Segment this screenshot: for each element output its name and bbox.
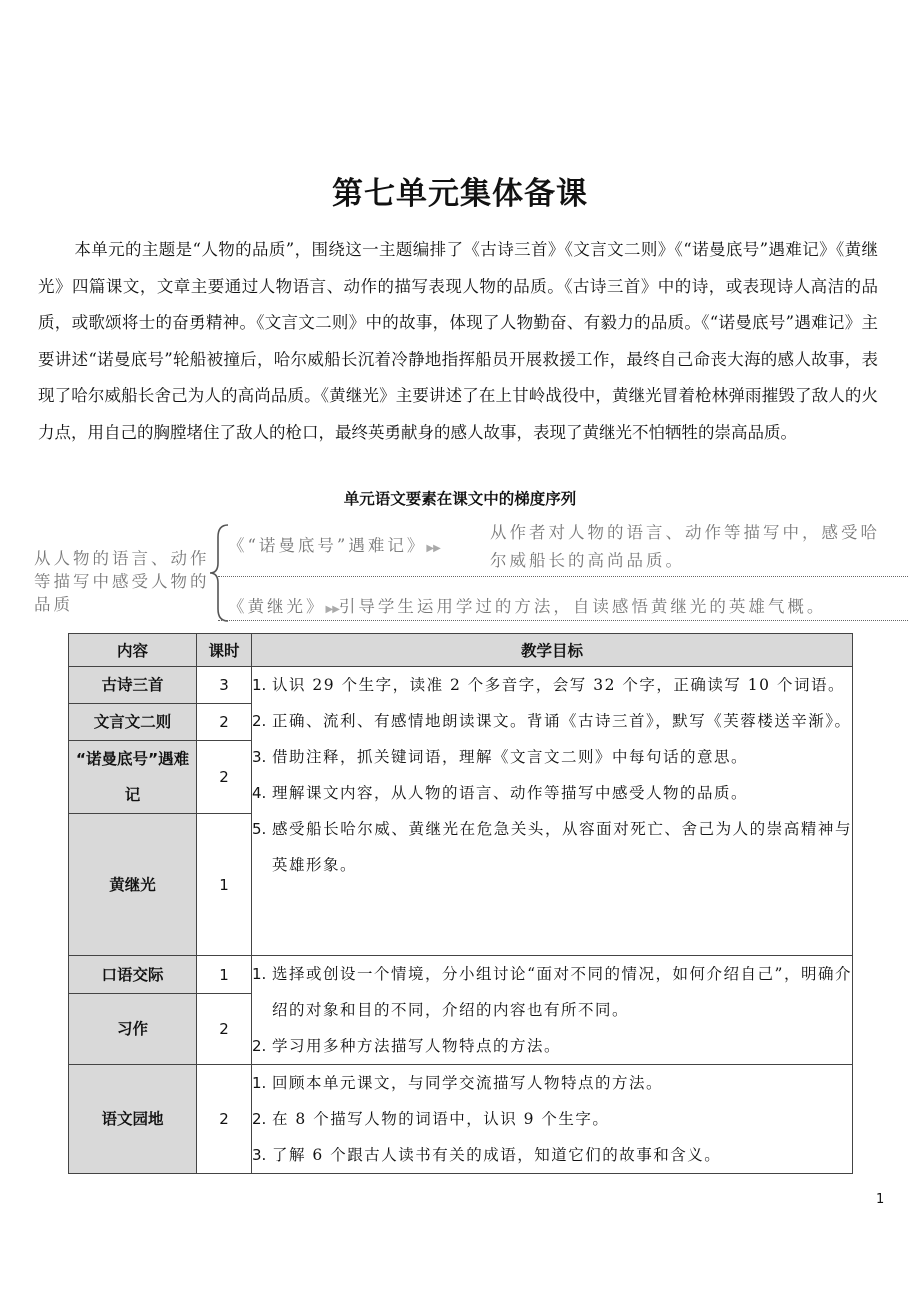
goal-item: 3. 了解 6 个跟古人读书有关的成语，知道它们的故事和含义。	[252, 1146, 722, 1164]
dotted-divider	[218, 620, 908, 621]
goals-cell	[252, 667, 853, 956]
diagram-root: 从人物的语言、动作等描写中感受人物的品质	[34, 549, 210, 614]
dotted-divider	[218, 576, 908, 577]
table-header-row	[69, 634, 853, 667]
page-number: 1	[876, 1192, 885, 1207]
diagram-branch-1	[228, 532, 440, 556]
goal-item: 1. 选择或创设一个情境，分小组讨论“面对不同的情况，如何介绍自己”，明确介绍的对象和目的不同，介绍的内容也有所不同。	[252, 965, 852, 1019]
hours-cell: 1	[197, 814, 252, 956]
page-title: 第七单元集体备课	[332, 176, 588, 212]
hours-cell: 1	[197, 956, 252, 994]
diagram-branch-1-lesson: 《“诺曼底号”遇难记》	[228, 536, 427, 555]
content-cell: 习作	[69, 994, 197, 1065]
table-header: 内容	[69, 634, 197, 667]
goal-item: 1. 回顾本单元课文，与同学交流描写人物特点的方法。	[252, 1074, 664, 1092]
hours-cell: 2	[197, 994, 252, 1065]
content-cell: 古诗三首	[69, 667, 197, 704]
table-row	[69, 956, 853, 994]
goals-cell	[252, 956, 853, 1065]
goal-item: 2. 正确、流利、有感情地朗读课文。背诵《古诗三首》，默写《芙蓉楼送辛渐》。	[252, 712, 852, 730]
goal-item: 5. 感受船长哈尔威、黄继光在危急关头，从容面对死亡、舍己为人的崇高精神与英雄形象。	[252, 820, 852, 874]
table-row	[69, 1065, 853, 1174]
goals-cell	[252, 1065, 853, 1174]
table-row	[69, 667, 853, 704]
content-cell: 口语交际	[69, 956, 197, 994]
lesson-plan-table	[68, 633, 853, 1174]
content-cell: “诺曼底号”遇难记	[69, 741, 197, 814]
table-header: 教学目标	[252, 634, 853, 667]
table-header: 课时	[197, 634, 252, 667]
hours-cell: 2	[197, 704, 252, 741]
content-cell: 黄继光	[69, 814, 197, 956]
intro-paragraph	[38, 232, 878, 452]
diagram-branch-2-lesson: 《黄继光》	[228, 597, 326, 616]
content-cell: 语文园地	[69, 1065, 197, 1174]
content-cell: 文言文二则	[69, 704, 197, 741]
intro-text: 本单元的主题是“人物的品质”，围绕这一主题编排了《古诗三首》《文言文二则》《“诺曼底号”遇难记》《黄继光》四篇课文，文章主要通过人物语言、动作的描写表现人物的品质。《古诗三首》中的诗，或表现诗人高洁的品质，或歌颂将士的奋勇精神。《文言文二则》中的故事，体现了人物勤奋、有毅力的品质。《“诺曼底号”遇难记》主要讲述“诺曼底号”轮船被撞后，哈尔威船长沉着冷静地指挥船员开展救援工作，最终自己命丧大海的感人故事，表现了哈尔威船长舍己为人的高尚品质。《黄继光》主要讲述了在上甘岭战役中，黄继光冒着枪林弹雨摧毁了敌人的火力点，用自己的胸膛堵住了敌人的枪口，最终英勇献身的感人故事，表现了黄继光不怕牺牲的崇高品质。	[38, 240, 878, 442]
goal-item: 2. 学习用多种方法描写人物特点的方法。	[252, 1037, 562, 1055]
diagram-branch-2	[228, 593, 826, 617]
gradient-diagram	[30, 515, 910, 627]
diagram-branch-2-goal: 引导学生运用学过的方法，自读感悟黄继光的英雄气概。	[338, 597, 827, 616]
brace-icon	[208, 523, 230, 623]
goal-item: 2. 在 8 个描写人物的词语中，认识 9 个生字。	[252, 1110, 610, 1128]
arrow-icon: ▶▶	[426, 543, 440, 554]
arrow-icon: ▶▶	[325, 604, 339, 615]
hours-cell: 3	[197, 667, 252, 704]
goal-item: 4. 理解课文内容，从人物的语言、动作等描写中感受人物的品质。	[252, 784, 749, 802]
diagram-branch-1-goal: 从作者对人物的语言、动作等描写中，感受哈尔威船长的高尚品质。	[490, 523, 880, 570]
hours-cell: 2	[197, 1065, 252, 1174]
goal-item: 3. 借助注释，抓关键词语，理解《文言文二则》中每句话的意思。	[252, 748, 749, 766]
goal-item: 1. 认识 29 个生字，读准 2 个多音字，会写 32 个字，正确读写 10 个词语。	[252, 676, 845, 694]
diagram-title: 单元语文要素在课文中的梯度序列	[343, 490, 577, 508]
hours-cell: 2	[197, 741, 252, 814]
